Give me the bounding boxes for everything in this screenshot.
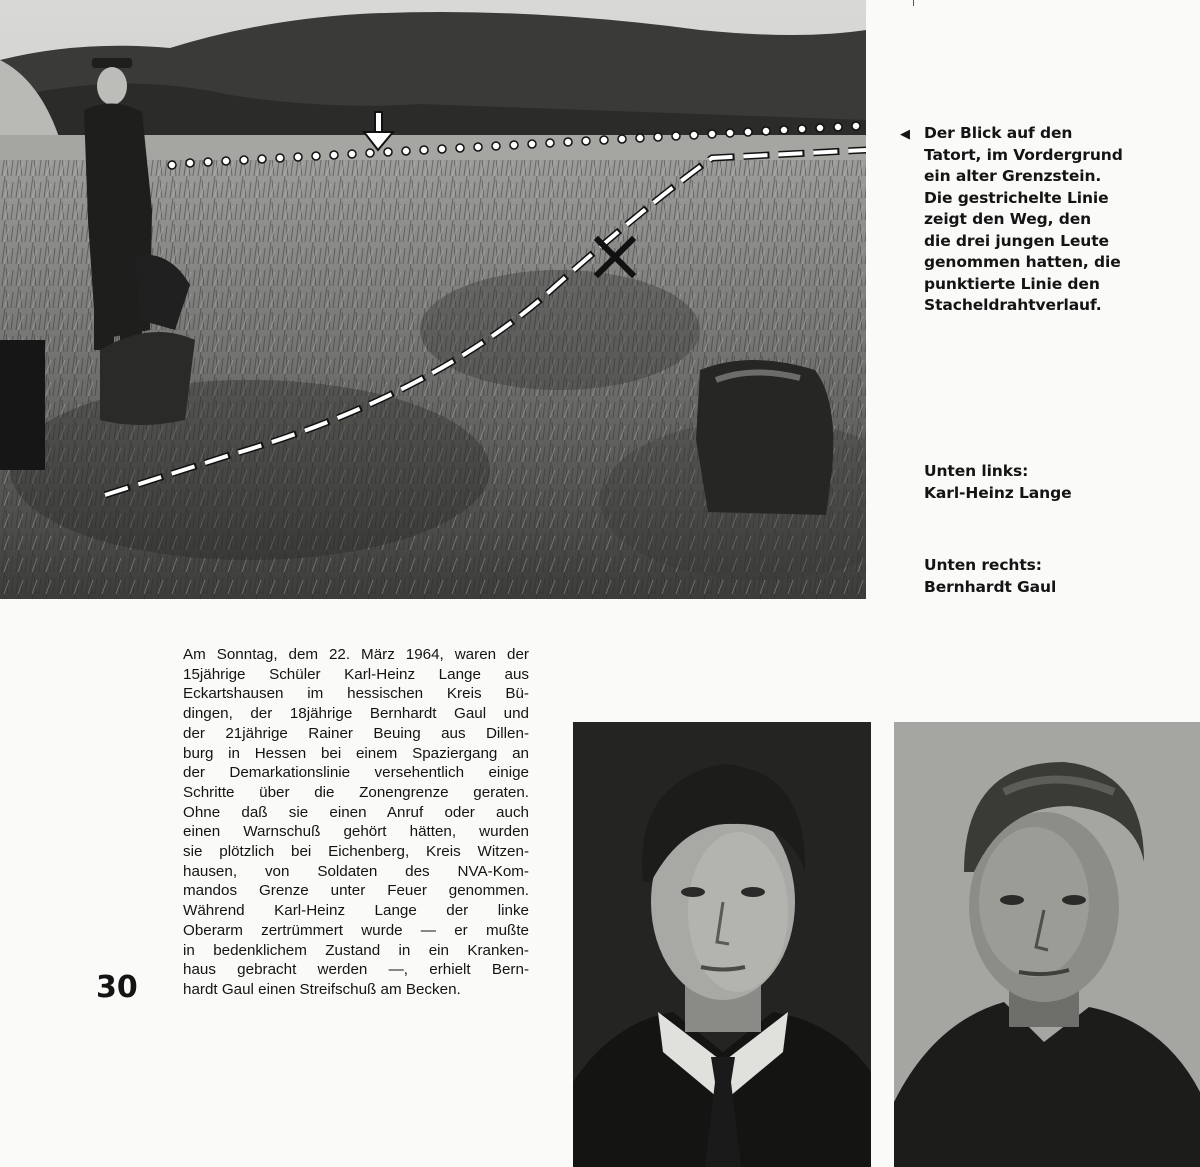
body-line: der 21jährige Rainer Beuing aus Dillen- [183,724,529,742]
crime-scene-photo [0,0,866,599]
caption-line: punktierte Linie den [924,274,1100,293]
body-line: burg in Hessen bei einem Spaziergang an [183,744,529,762]
caption-bottom-left [924,461,1072,504]
body-line: Ohne daß sie einen Anruf oder auch [183,803,529,821]
body-line: 15jährige Schüler Karl-Heinz Lange aus [183,665,529,683]
caption-line: Stacheldrahtverlauf. [924,296,1102,314]
scene-caption [900,123,1190,317]
body-line: Während Karl-Heinz Lange der linke [183,902,529,920]
caption-line: Die gestrichelte Linie [924,188,1109,207]
caption-heading: Unten rechts: [924,556,1042,574]
body-line: sie plötzlich bei Eichenberg, Kreis Witzen- [183,843,529,861]
caption-line: ein alter Grenzstein. [924,167,1102,185]
caption-line: die drei jungen Leute [924,231,1109,250]
body-line: in bedenklichem Zustand in ein Kranken- [183,941,529,959]
body-line: dingen, der 18jährige Bernhardt Gaul und [183,705,529,723]
body-line: Schritte über die Zonengrenze geraten. [183,783,529,801]
body-line: Am Sonntag, dem 22. März 1964, waren der [183,646,529,663]
body-line: hausen, von Soldaten des NVA-Kom- [183,862,529,880]
caption-heading: Unten links: [924,462,1029,480]
caption-person-name: Karl-Heinz Lange [924,483,1072,502]
caption-line: Der Blick auf den [924,124,1073,142]
triangle-left-icon: ◀ [900,127,910,142]
caption-line: Tatort, im Vordergrund [924,145,1123,164]
body-line: der Demarkationslinie versehentlich einige [183,764,529,782]
body-line: Eckartshausen im hessischen Kreis Bü- [183,685,529,703]
caption-person-name: Bernhardt Gaul [924,577,1057,596]
caption-line: genommen hatten, die [924,253,1121,271]
article-body [183,645,529,1000]
crop-mark [913,0,914,6]
body-line: haus gebracht werden —, erhielt Bern- [183,961,529,979]
body-line: hardt Gaul einen Streifschuß am Becken. [183,980,461,998]
body-line: Oberarm zertrümmert wurde — er mußte [183,921,529,939]
portrait-karl-heinz-lange [573,722,871,1167]
caption-bottom-right [924,555,1056,598]
page-number: 30 [96,970,138,1005]
caption-line: zeigt den Weg, den [924,210,1092,228]
portrait-bernhardt-gaul [894,722,1200,1167]
body-line: einen Warnschuß gehört hätten, wurden [183,823,529,841]
body-line: mandos Grenze unter Feuer genommen. [183,882,529,900]
